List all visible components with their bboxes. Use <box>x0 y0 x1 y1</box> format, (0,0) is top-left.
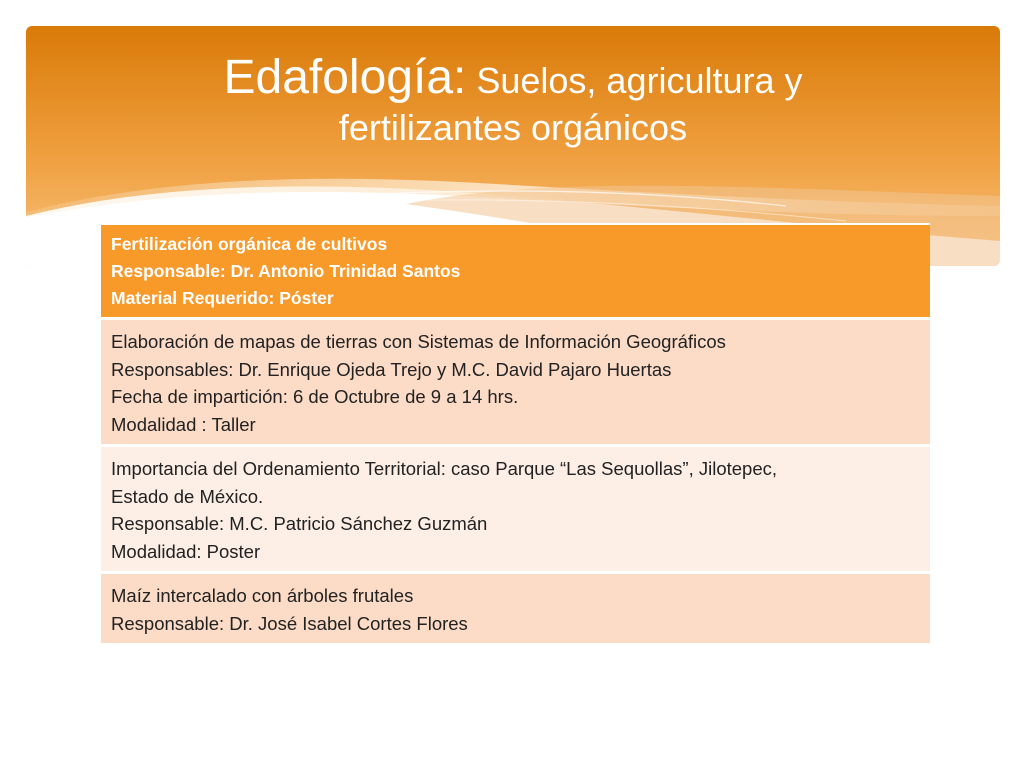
row-text: Responsable: Dr. José Isabel Cortes Flores <box>111 612 468 634</box>
row-text: Fertilización orgánica de cultivos <box>111 234 388 254</box>
title-main: Edafología: <box>223 51 467 104</box>
row-text: Fecha de impartición: 6 de Octubre de 9 a 14 hrs. <box>111 386 519 407</box>
table-row <box>101 225 930 320</box>
title-line2: fertilizantes orgánicos <box>338 106 688 148</box>
row-text: Material Requerido: Póster <box>111 288 334 308</box>
row-text: Responsable: M.C. Patricio Sánchez Guzmán <box>111 513 488 534</box>
row-text: Estado de México. <box>111 485 264 507</box>
row-text: Responsables: Dr. Enrique Ojeda Trejo y M.C. David Pajaro Huertas <box>111 358 672 380</box>
row-text: Responsable: Dr. Antonio Trinidad Santos <box>111 261 461 281</box>
table-row <box>101 574 930 646</box>
title-sub: Suelos, agricultura y <box>466 60 803 101</box>
slide-title <box>26 50 1000 149</box>
table-row <box>101 447 930 574</box>
row-text: Maíz intercalado con árboles frutales <box>111 585 414 606</box>
row-text: Importancia del Ordenamiento Territorial: caso Parque “Las Sequollas”, Jilotepec, <box>111 458 777 479</box>
activities-table <box>101 223 930 646</box>
row-text: Modalidad : Taller <box>111 413 256 435</box>
table-row <box>101 320 930 447</box>
row-text: Modalidad: Poster <box>111 540 261 562</box>
row-text: Elaboración de mapas de tierras con Sistemas de Información Geográficos <box>111 331 726 352</box>
